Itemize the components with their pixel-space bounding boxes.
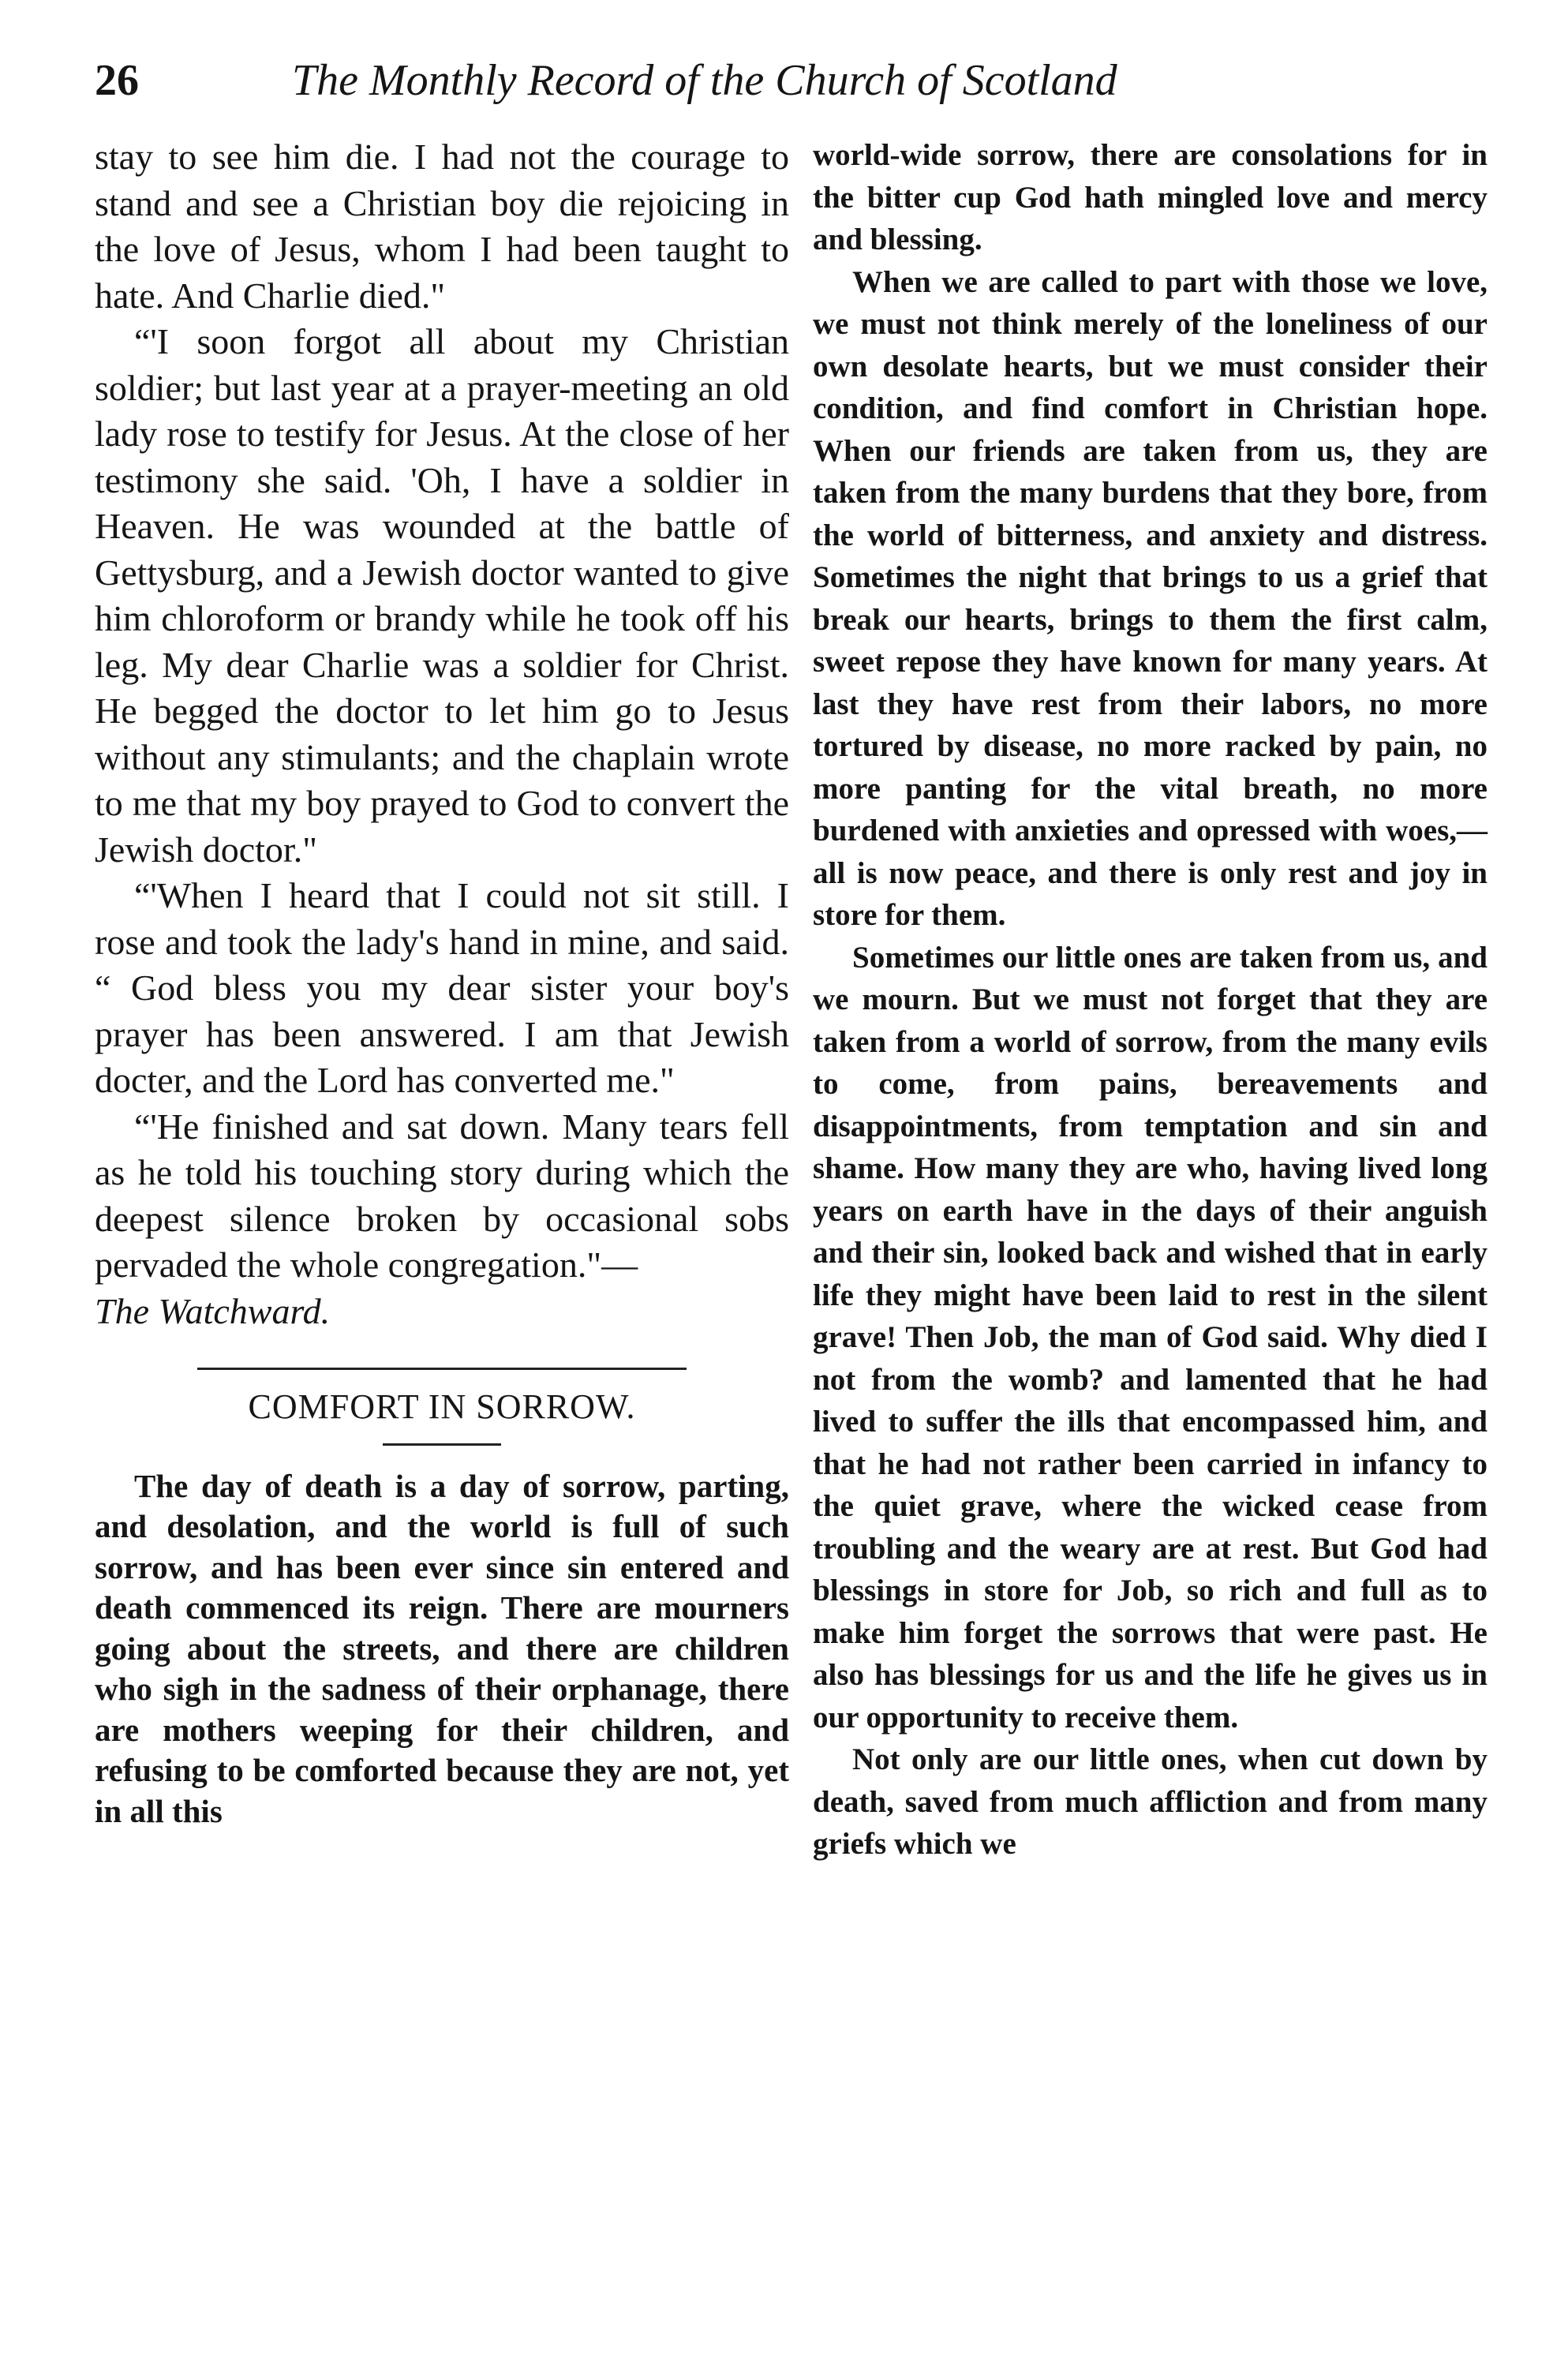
left-column — [95, 134, 789, 1832]
page-number: 26 — [95, 56, 139, 105]
paragraph: “'I soon forgot all about my Christian soldier; but last year at a prayer-meeting an old lady rose to testify for Jesus. At the close of her testimony she said. 'Oh, I have a soldier in Heaven. He was wounded at the battle of Gettysburg, and a Jewish doctor wanted to give him chloroform or brandy while he took off his leg. My dear Charlie was a soldier for Christ. He begged the doctor to let him go to Jesus without any stimulants; and the chaplain wrote to me that my boy prayed to God to convert the Jewish doctor." — [95, 321, 789, 870]
paragraph: When we are called to part with those we love, we must not think merely of the loneliness of our own desolate hearts, but we must consider their condition, and find comfort in Christian hope. When our friends are taken from us, they are taken from the many burdens that they bore, from the world of bitterness, and anxiety and distress. Sometimes the night that brings to us a grief that break our hearts, brings to them the first calm, sweet repose they have known for many years. At last they have rest from their labors, no more tortured by disease, no more racked by pain, no more panting for the vital breath, no more burdened with anxieties and opressed with woes,—all is now peace, and there is only rest and joy in store for them. — [813, 264, 1488, 932]
paragraph: Sometimes our little ones are taken from us, and we mourn. But we must not forget that they are taken from a world of sorrow, from the many evils to come, from pains, bereavements and disappointments, from temptation and sin and shame. How many they are who, having lived long years on earth have in the days of their anguish and their sin, looked back and wished that in early life they might have been laid to rest in the silent grave! Then Job, the man of God said. Why died I not from the womb? and lamented that he had lived to suffer the ills that encompassed him, and that he had not rather been carried in infancy to the quiet grave, where the wicked cease from troubling and the weary are at rest. But God had blessings in store for Job, so rich and full as to make him forget the sorrows that were past. He also has blessings for us and the life he gives us in our opportunity to receive them. — [813, 940, 1488, 1735]
source-attribution: The Watchward. — [95, 1290, 331, 1331]
paragraph: Not only are our little ones, when cut down by death, saved from much affliction and from many griefs which we — [813, 1742, 1488, 1861]
section-divider — [197, 1368, 687, 1370]
paragraph: The day of death is a day of sorrow, parting, and desolation, and the world is full of such sorrow, and has been ever since sin entered and death commenced its reign. There are mourners going about the streets, and there are children who sigh in the sadness of their orphanage, there are mothers weeping for their children, and refusing to be comforted because they are not, yet in all this — [95, 1467, 789, 1829]
paragraph: world-wide sorrow, there are consolations for in the bitter cup God hath mingled love and mercy and blessing. — [813, 138, 1488, 256]
paragraph: “'He finished and sat down. Many tears fell as he told his touching story during which the deepest silence broken by occasional sobs pervaded the whole congregation."— — [95, 1106, 789, 1285]
page-header — [95, 55, 1484, 118]
paragraph: “'When I heard that I could not sit still. I rose and took the lady's hand in mine, and said. “ God bless you my dear sister your boy's prayer has been answered. I am that Jewish docter, and the Lord has converted me." — [95, 875, 789, 1100]
running-title: The Monthly Record of the Church of Scotland — [292, 56, 1117, 105]
heading-underline — [383, 1443, 501, 1446]
paragraph: stay to see him die. I had not the courage to stand and see a Christian boy die rejoicing in the love of Jesus, whom I had been taught to hate. And Charlie died." — [95, 137, 789, 316]
section-heading: COMFORT IN SORROW. — [248, 1387, 636, 1426]
right-column — [813, 134, 1488, 1866]
